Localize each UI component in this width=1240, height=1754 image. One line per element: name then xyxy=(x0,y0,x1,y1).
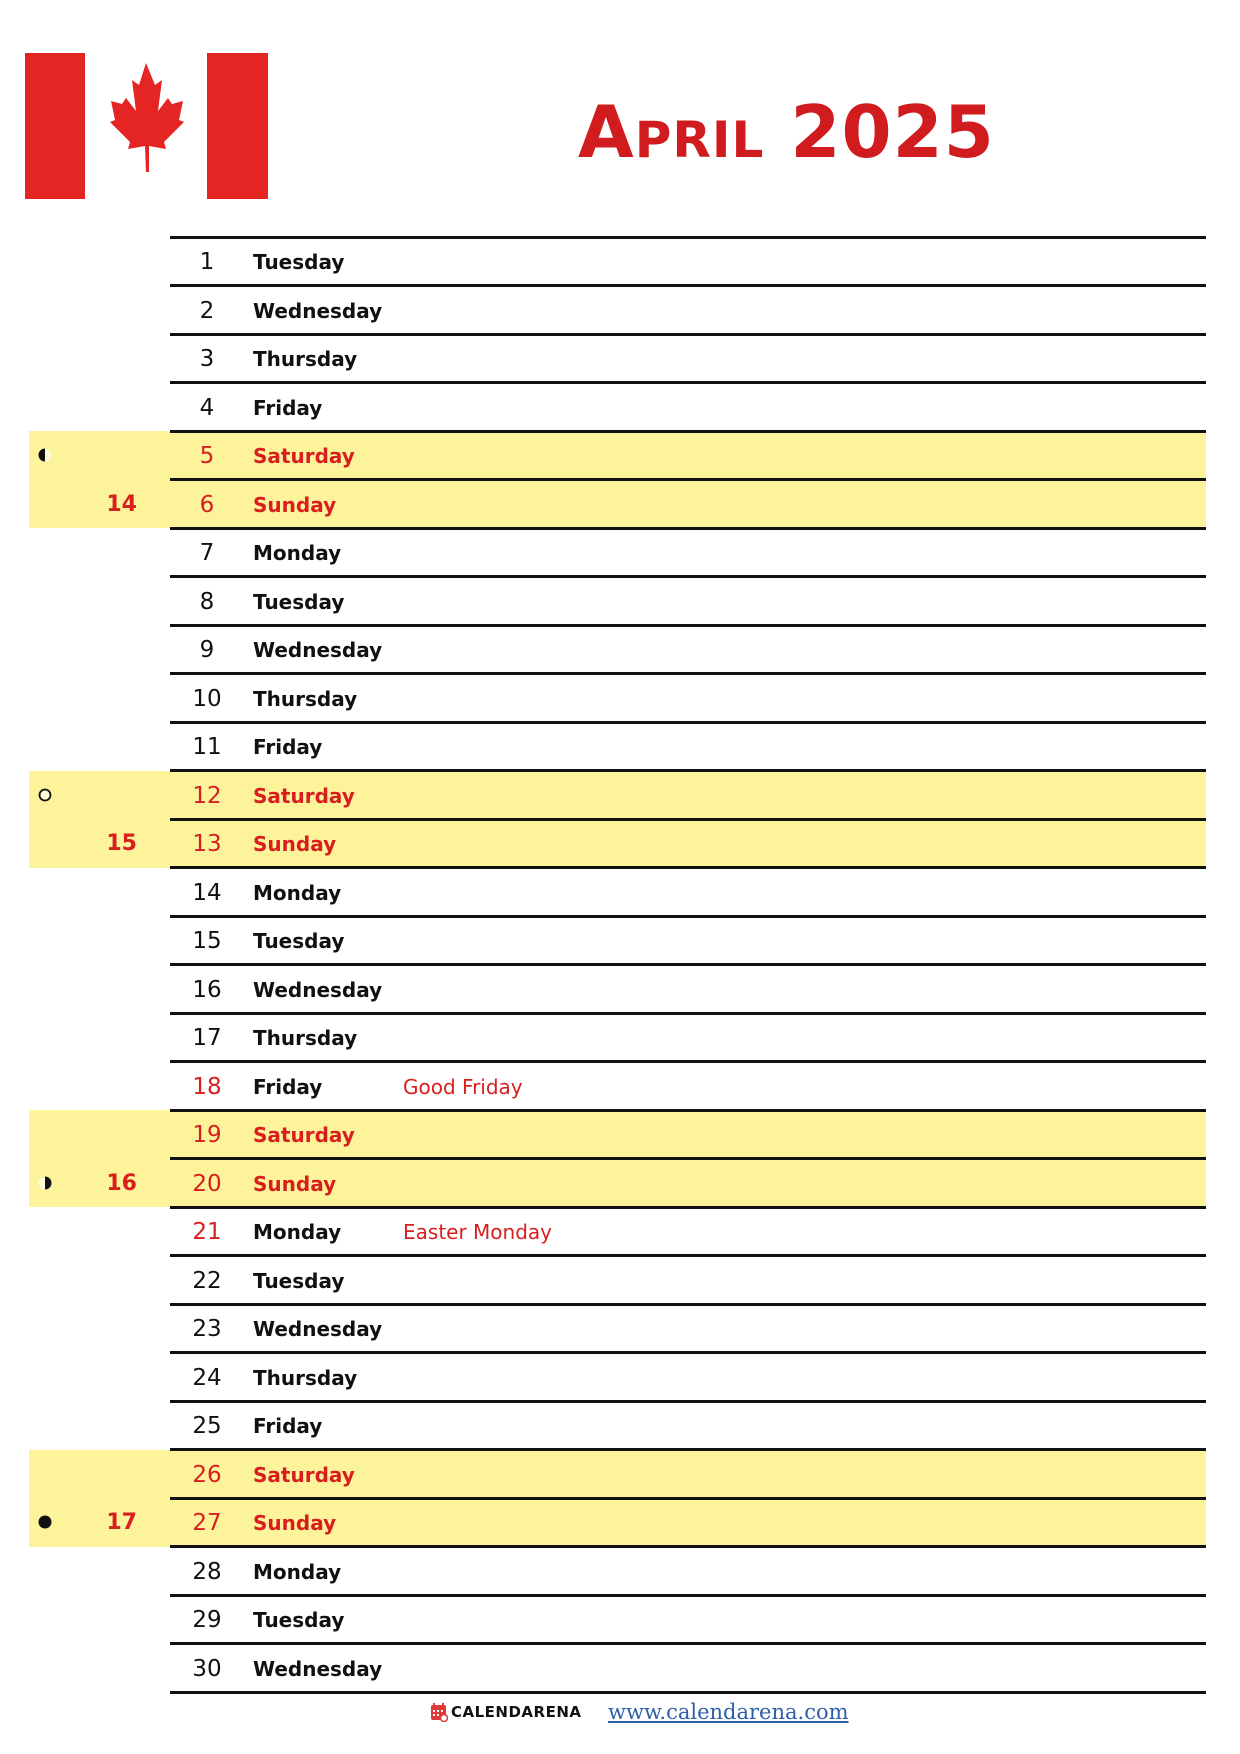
day-row xyxy=(170,1547,1206,1596)
brand-logo xyxy=(430,1702,582,1722)
day-number: 28 xyxy=(192,1558,222,1585)
day-number: 3 xyxy=(199,346,215,372)
last-quarter-icon xyxy=(38,1176,52,1190)
day-name: Thursday xyxy=(253,686,358,711)
day-name: Tuesday xyxy=(253,589,345,614)
holiday-day-row xyxy=(170,1062,1206,1111)
day-row xyxy=(170,625,1206,674)
day-number: 7 xyxy=(199,540,215,566)
footer xyxy=(0,1700,1240,1730)
holiday-day-row xyxy=(170,1207,1206,1256)
maple-leaf-icon xyxy=(110,63,184,172)
day-name: Friday xyxy=(253,735,323,759)
full-moon-icon xyxy=(38,788,52,802)
day-row xyxy=(170,868,1206,917)
day-row xyxy=(170,1595,1206,1644)
day-name: Friday xyxy=(253,1074,323,1099)
day-name: Thursday xyxy=(253,1365,358,1390)
day-number: 2 xyxy=(199,297,215,324)
day-row xyxy=(170,1353,1206,1402)
day-number: 19 xyxy=(192,1122,222,1148)
holiday-label: Easter Monday xyxy=(403,1220,552,1244)
day-number: 4 xyxy=(199,394,215,421)
day-row xyxy=(170,965,1206,1014)
first-quarter-icon xyxy=(38,448,52,462)
day-name: Tuesday xyxy=(253,1608,345,1632)
day-name: Tuesday xyxy=(253,250,345,274)
brand-name: CALENDARENA xyxy=(451,1703,582,1721)
day-name: Wednesday xyxy=(253,977,383,1002)
day-name: Thursday xyxy=(253,347,358,371)
day-number: 29 xyxy=(192,1607,222,1633)
day-row xyxy=(170,722,1206,771)
day-number: 11 xyxy=(192,734,222,760)
holiday-label: Good Friday xyxy=(403,1074,523,1099)
day-number: 1 xyxy=(199,249,215,275)
day-name: Sunday xyxy=(253,1511,337,1535)
day-number: 16 xyxy=(192,976,222,1003)
day-name: Saturday xyxy=(253,444,355,468)
day-name: Monday xyxy=(253,1559,342,1584)
day-name: Tuesday xyxy=(253,929,345,953)
week-number: 16 xyxy=(106,1170,137,1196)
weekend-day-row xyxy=(170,1159,1206,1208)
row-divider xyxy=(170,1060,1206,1063)
day-row xyxy=(170,286,1206,335)
weekend-day-row xyxy=(170,771,1206,820)
day-name: Monday xyxy=(253,1220,342,1244)
new-moon-icon xyxy=(38,1515,52,1529)
week-number: 15 xyxy=(106,831,137,856)
day-row xyxy=(170,1304,1206,1353)
day-number: 10 xyxy=(192,685,222,712)
day-row xyxy=(170,1401,1206,1450)
day-row xyxy=(170,334,1206,383)
day-name: Tuesday xyxy=(253,1268,345,1293)
day-number: 20 xyxy=(192,1170,222,1197)
row-divider xyxy=(170,1691,1206,1694)
weekend-day-row xyxy=(170,1110,1206,1159)
day-name: Wednesday xyxy=(253,1317,383,1341)
day-number: 9 xyxy=(199,637,215,663)
flag-left-bar xyxy=(25,53,85,199)
day-number: 18 xyxy=(192,1073,222,1100)
day-row xyxy=(170,383,1206,432)
title-month: April xyxy=(578,90,765,174)
day-number: 22 xyxy=(192,1267,222,1294)
day-number: 30 xyxy=(192,1655,222,1682)
day-number: 6 xyxy=(199,491,215,518)
day-row xyxy=(170,916,1206,965)
day-name: Sunday xyxy=(253,1171,337,1196)
day-number: 13 xyxy=(192,831,222,857)
website-link[interactable]: www.calendarena.com xyxy=(608,1700,849,1724)
day-number: 5 xyxy=(199,443,215,469)
day-name: Saturday xyxy=(253,1462,355,1487)
day-number: 26 xyxy=(192,1461,222,1488)
day-number: 21 xyxy=(192,1219,222,1245)
weekend-day-row xyxy=(170,1450,1206,1499)
day-name: Wednesday xyxy=(253,1656,383,1681)
day-row xyxy=(170,1256,1206,1305)
day-name: Wednesday xyxy=(253,638,383,662)
day-number: 25 xyxy=(192,1413,222,1439)
title-year: 2025 xyxy=(790,90,995,174)
week-number: 17 xyxy=(106,1510,137,1535)
day-number: 17 xyxy=(192,1025,222,1051)
day-number: 8 xyxy=(199,588,215,615)
day-row xyxy=(170,674,1206,723)
weekend-day-row xyxy=(170,480,1206,529)
day-number: 27 xyxy=(192,1510,222,1536)
day-row xyxy=(170,1013,1206,1062)
day-name: Wednesday xyxy=(253,298,383,323)
day-name: Monday xyxy=(253,541,342,565)
row-divider xyxy=(170,381,1206,384)
day-number: 12 xyxy=(192,782,222,809)
day-number: 15 xyxy=(192,928,222,954)
day-row xyxy=(170,577,1206,626)
day-row xyxy=(170,528,1206,577)
day-name: Sunday xyxy=(253,832,337,856)
day-number: 23 xyxy=(192,1316,222,1342)
page-title xyxy=(578,92,995,172)
weekend-day-row xyxy=(170,819,1206,868)
weekend-day-row xyxy=(170,1498,1206,1547)
row-divider xyxy=(170,1400,1206,1403)
day-name: Sunday xyxy=(253,492,337,517)
day-name: Friday xyxy=(253,1414,323,1438)
row-divider xyxy=(170,721,1206,724)
day-name: Saturday xyxy=(253,783,355,808)
day-number: 24 xyxy=(192,1364,222,1391)
day-name: Saturday xyxy=(253,1123,355,1147)
canada-flag xyxy=(25,53,268,199)
weekend-day-row xyxy=(170,431,1206,480)
day-row xyxy=(170,1644,1206,1693)
calendar-clock-icon xyxy=(430,1702,448,1722)
day-name: Friday xyxy=(253,395,323,420)
flag-right-bar xyxy=(207,53,268,199)
day-name: Monday xyxy=(253,880,342,905)
day-number: 14 xyxy=(192,879,222,906)
week-number: 14 xyxy=(106,491,137,517)
day-row xyxy=(170,237,1206,286)
day-name: Thursday xyxy=(253,1026,358,1050)
